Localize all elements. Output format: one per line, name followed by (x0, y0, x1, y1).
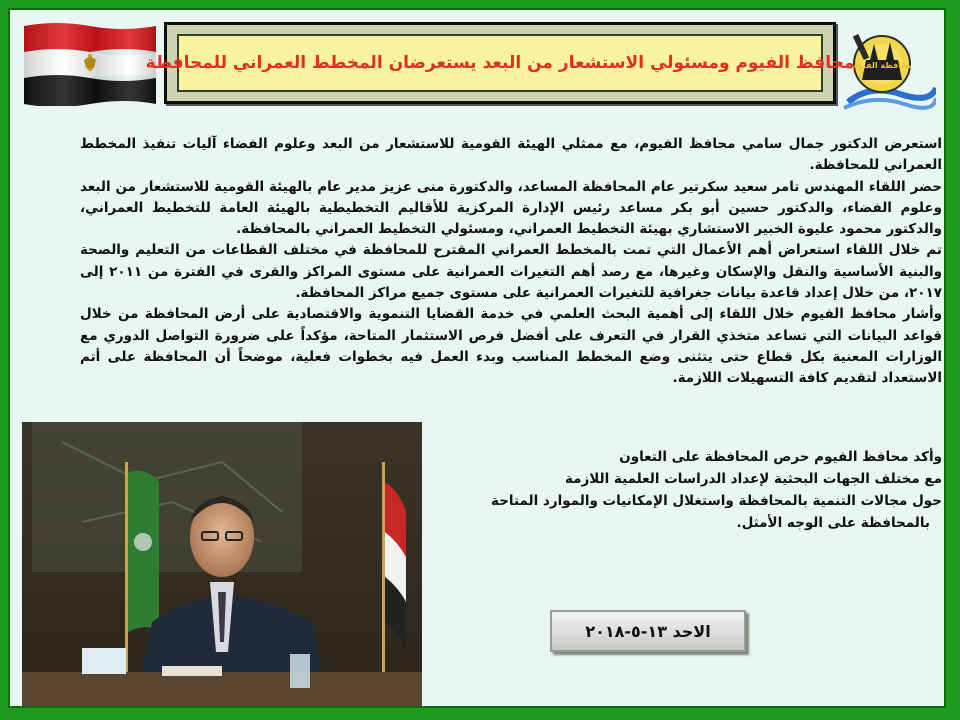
headline-banner (145, 22, 855, 104)
closing-line: بالمحافظة على الوجه الأمثل. (736, 515, 930, 531)
logo-text: محافظة الفيوم (851, 61, 913, 70)
egypt-flag (24, 20, 156, 106)
closing-line: وأكد محافظ الفيوم حرص المحافظة على التعاون (619, 449, 942, 465)
tissue-box (82, 648, 126, 674)
article-paragraph: وأشار محافظ الفيوم خلال اللقاء إلى أهمية البحث العلمي في خدمة القضايا التنموية والاقتصادية على أرض المحافظة من خلال قواعد البيانات التي تساعد متخذي القرار في التعرف على أفضل فرص الاستثمار المتاحة، مؤكداً على ضرورة التواصل الدوري مع الوزارات المعنية بكل قطاع حتى يتثنى وضع المخطط المناسب وبدء العمل فيه بخطوات فعلية، موضحاً أن المحافظة على أتم الاستعداد لتقديم كافة التسهيلات اللازمة. (80, 306, 942, 387)
headline-inner (145, 34, 855, 92)
article-paragraph: حضر اللقاء المهندس تامر سعيد سكرتير عام المحافظة المساعد، والدكتورة منى عزيز مدير عام بالهيئة القومية للاستشعار من البعد وعلوم الفضاء، والدكتور حسين أبو بكر مساعد رئيس الإدارة المركزية للأقاليم التخطيطية بالهيئة العامة للتخطيط العمراني، والدكتور محمود عليوة الخبير الاستشاري بهيئة التخطيط العمراني، ومسئولي التخطيط العمراني بالمحافظة. (80, 178, 942, 238)
map-on-wall (32, 422, 302, 572)
date-label: الاحد ١٣-٥-٢٠١٨ (585, 621, 711, 641)
article-paragraph: استعرض الدكتور جمال سامي محافظ الفيوم، مع ممثلي الهيئة القومية للاستشعار من البعد وعلوم الفضاء آليات تنفيذ المخطط العمراني للمحافظة. (80, 136, 942, 174)
papers (162, 666, 222, 676)
closing-line: حول مجالات التنمية بالمحافظة واستغلال الإمكانيات والموارد المتاحة (490, 493, 942, 509)
date-badge (550, 610, 746, 652)
closing-line: مع مختلف الجهات البحثية لإعداد الدراسات العلمية اللازمة (564, 471, 942, 487)
article-paragraph: تم خلال اللقاء استعراض أهم الأعمال التي تمت بالمخطط العمراني المقترح للمحافظة في مختلف القطاعات من التعليم والصحة والبنية الأساسية والنقل والإسكان وغيرها، مع رصد أهم التغيرات العمرانية على مستوى المراكز والقرى في الفترة من ٢٠١١ إلى ٢٠١٧، من خلال إعداد قاعدة بيانات جغرافية للتغيرات العمرانية على مستوى جميع مراكز المحافظة. (80, 242, 942, 302)
fayoum-governorate-logo (840, 24, 936, 114)
article-body (80, 134, 942, 390)
meeting-photo (22, 422, 422, 708)
water-bottle (290, 654, 310, 688)
article-closing (440, 446, 942, 534)
desk (22, 672, 422, 708)
headline-title: محافظ الفيوم ومسئولي الاستشعار من البعد يستعرضان المخطط العمراني للمحافظة (145, 53, 855, 73)
page-frame (8, 8, 946, 708)
